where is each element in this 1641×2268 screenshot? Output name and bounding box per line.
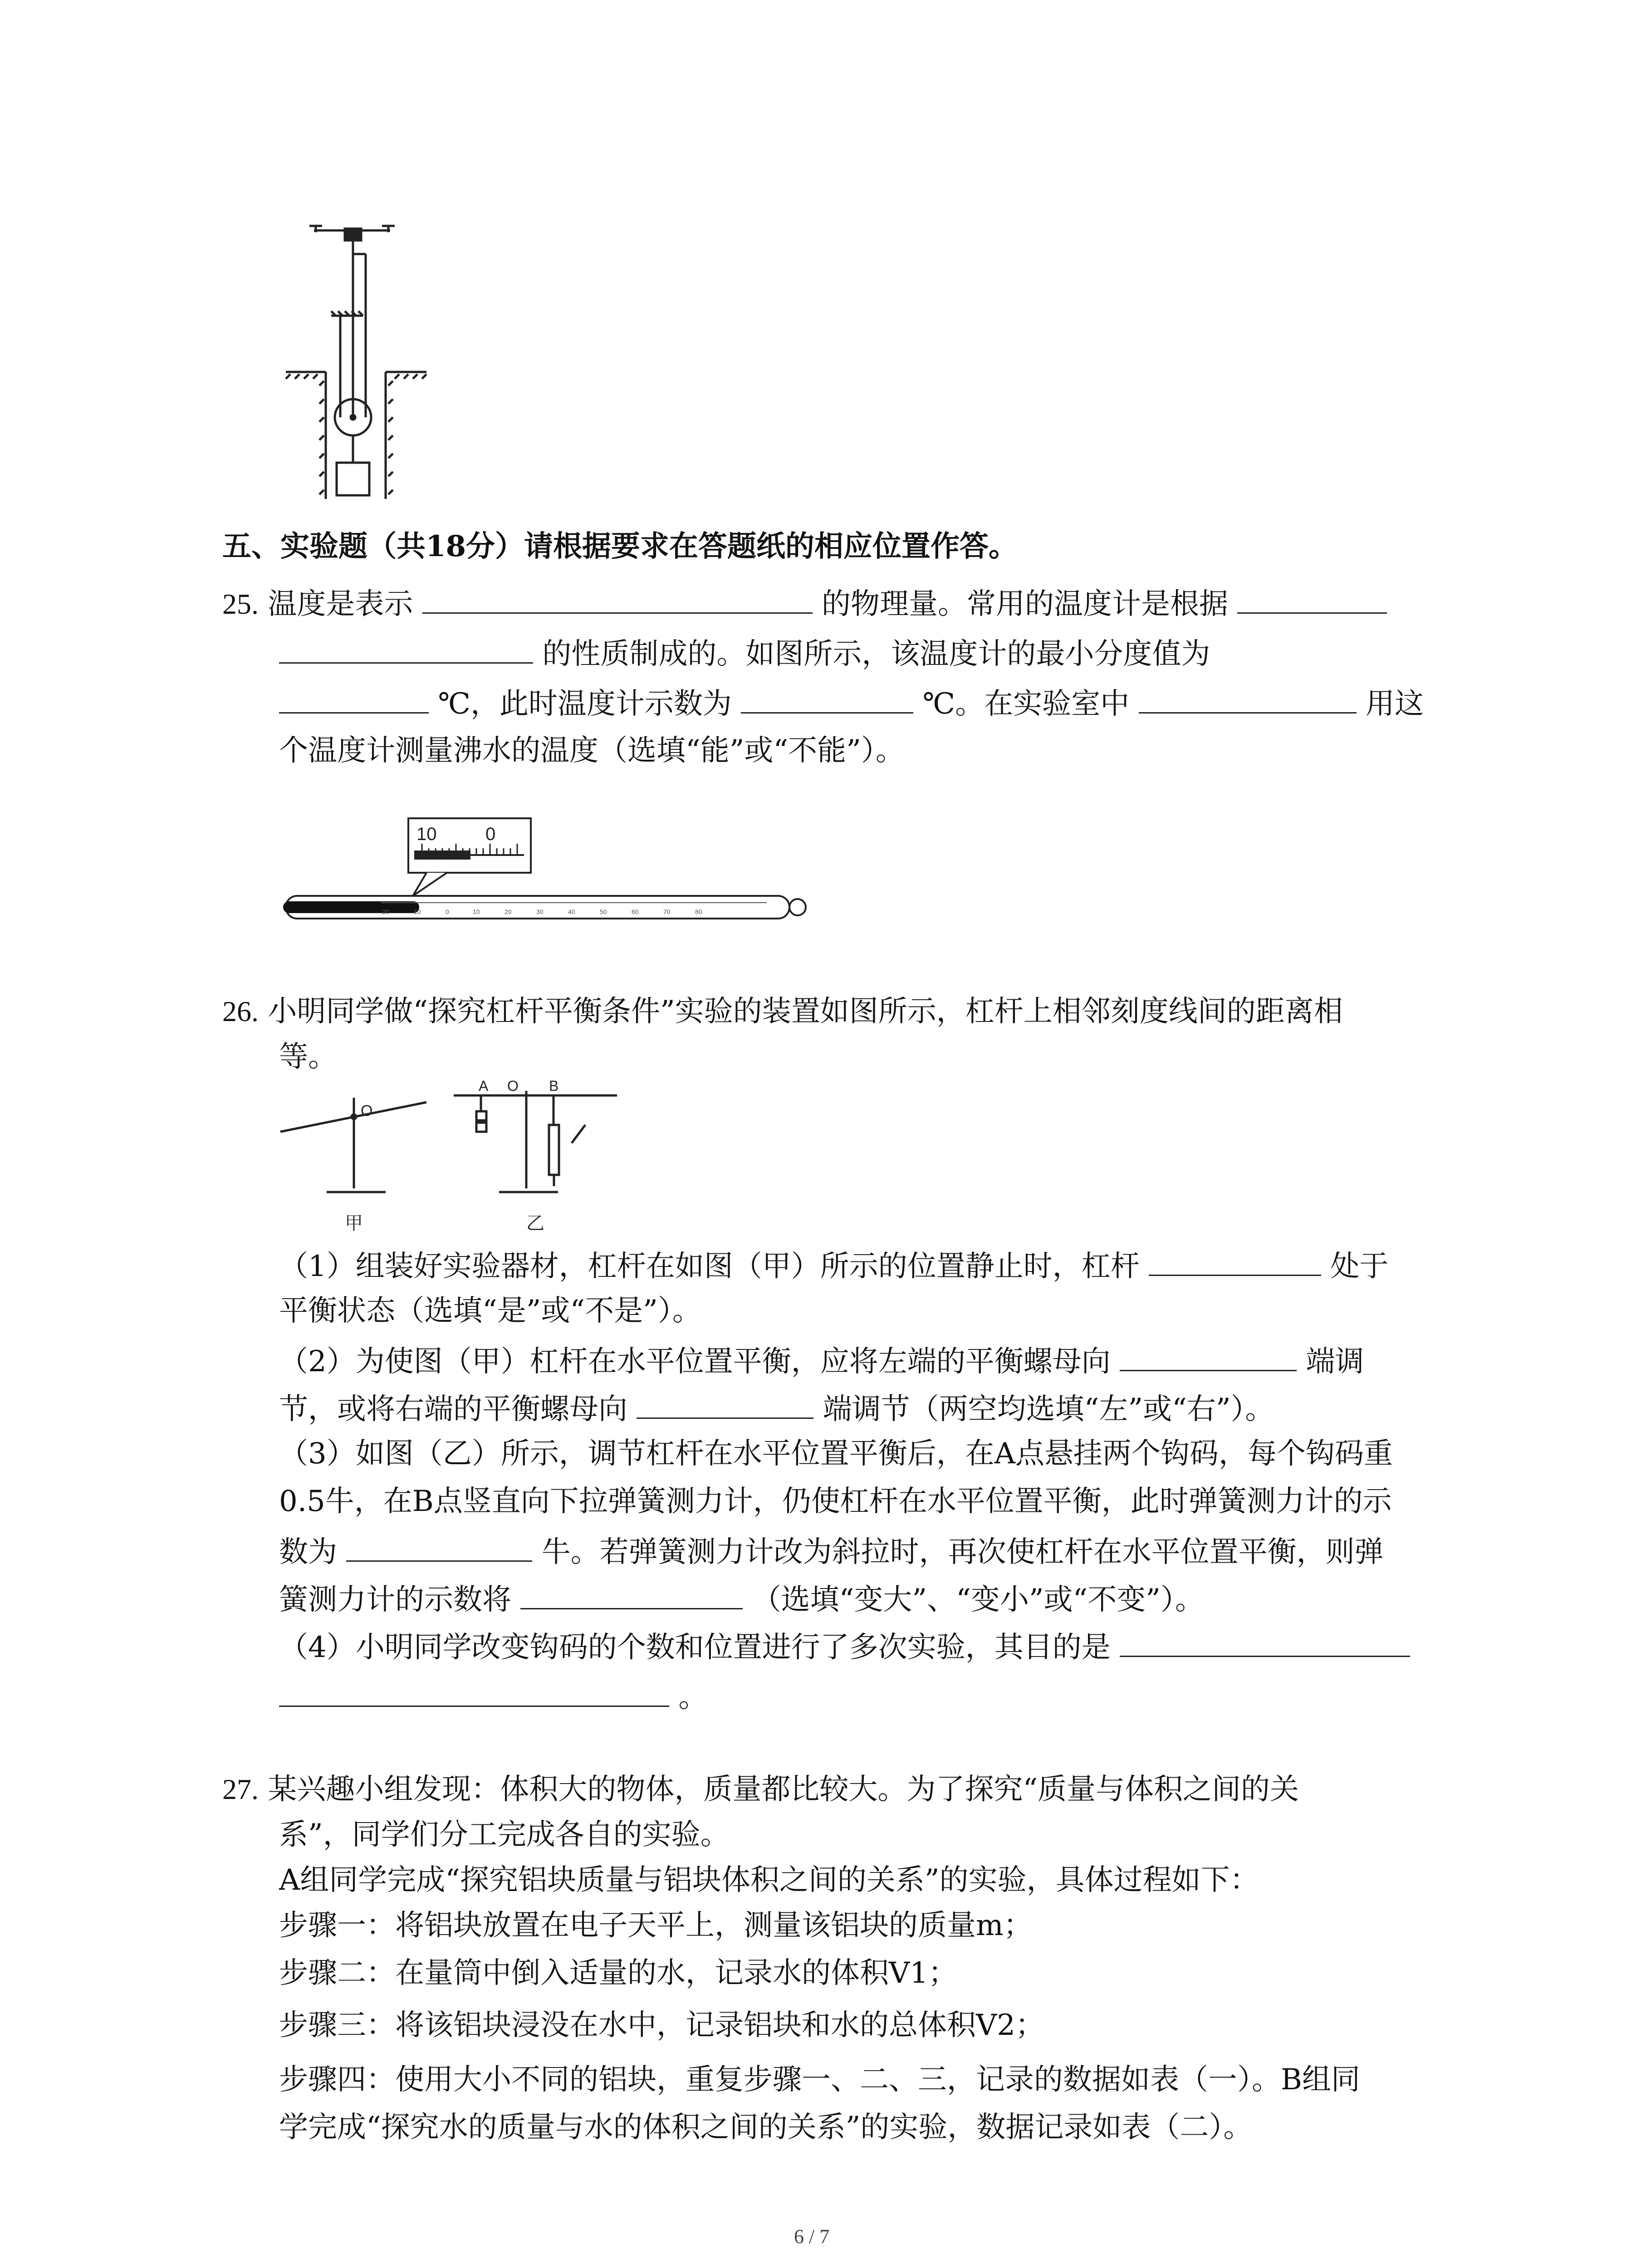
q26-p3c: 数为	[279, 1535, 337, 1569]
q26-part1-line-1	[279, 1243, 1388, 1287]
q26-p4b: 。	[678, 1681, 708, 1714]
label-O-jia: O	[361, 1102, 373, 1119]
answer-blank[interactable]	[1120, 1624, 1410, 1657]
page-number: 6 / 7	[794, 2225, 830, 2248]
q26-part3-line-3	[279, 1529, 1384, 1573]
svg-text:20: 20	[505, 908, 512, 915]
q26-part2-line-1	[279, 1338, 1364, 1382]
q27-line-2: 系”，同学们分工完成各自的实验。	[279, 1818, 730, 1852]
svg-text:40: 40	[568, 908, 575, 915]
q26-p3e: 簧测力计的示数将	[279, 1583, 511, 1617]
drone-pulley-figure	[272, 222, 490, 513]
answer-blank[interactable]	[346, 1529, 532, 1562]
q26-part3-line-4	[279, 1576, 1204, 1620]
answer-blank[interactable]	[741, 680, 913, 714]
q27-step-2: 步骤二：在量筒中倒入适量的水，记录水的体积V1；	[279, 1956, 957, 1990]
answer-blank[interactable]	[520, 1576, 743, 1609]
svg-text:30: 30	[536, 908, 544, 915]
q25-line-4: 个温度计测量沸水的温度（选填“能”或“不能”）。	[279, 734, 905, 767]
q26-p1b: 处于	[1330, 1250, 1389, 1283]
q27-line-1	[222, 1769, 1299, 1810]
q27-step-5: 学完成“探究水的质量与水的体积之间的关系”的实验，数据记录如表（二）。	[279, 2111, 1253, 2144]
q25-text-1b: 的物理量。常用的温度计是根据	[822, 587, 1229, 621]
q27-line-3: A组同学完成“探究铝块质量与铝块体积之间的关系”的实验，具体过程如下：	[279, 1863, 1259, 1897]
fig-jia-label: 甲	[345, 1213, 363, 1233]
answer-blank[interactable]	[422, 581, 813, 614]
q25-text-3a: ℃，此时温度计示数为	[438, 687, 732, 721]
q26-text-1: 小明同学做“探究杠杆平衡条件”实验的装置如图所示，杠杆上相邻刻度线间的距离相	[268, 995, 1343, 1028]
q26-p2d: 端调节（两空均选填“左”或“右”）。	[823, 1393, 1274, 1426]
section-heading: 五、实验题（共18分）请根据要求在答题纸的相应位置作答。	[222, 529, 1018, 563]
label-O: O	[507, 1078, 519, 1094]
thermometer-figure	[277, 816, 817, 934]
q27-step-3: 步骤三：将该铝块浸没在水中，记录铝块和水的总体积V2；	[279, 2009, 1044, 2042]
q25-text-2: 的性质制成的。如图所示，该温度计的最小分度值为	[542, 637, 1210, 671]
svg-text:10: 10	[414, 908, 421, 915]
svg-text:0: 0	[446, 908, 449, 915]
q26-p3f: （选填“变大”、“变小”或“不变”）。	[752, 1583, 1204, 1617]
q27-step-1: 步骤一：将铝块放置在电子天平上，测量该铝块的质量m；	[279, 1909, 1033, 1942]
q27-step-4: 步骤四：使用大小不同的铝块，重复步骤一、二、三，记录的数据如表（一）。B组同	[279, 2063, 1361, 2097]
q26-p4a: （4）小明同学改变钩码的个数和位置进行了多次实验，其目的是	[279, 1631, 1111, 1664]
label-B: B	[549, 1078, 559, 1094]
q25-line-1	[222, 581, 1387, 625]
answer-blank[interactable]	[279, 680, 429, 714]
q26-part4-line-2	[279, 1674, 707, 1718]
question-number: 26.	[222, 995, 259, 1027]
q26-p2c: 节，或将右端的平衡螺母向	[279, 1393, 627, 1426]
q26-line-2: 等。	[279, 1040, 337, 1074]
q27-text-1: 某兴趣小组发现：体积大的物体，质量都比较大。为了探究“质量与体积之间的关	[268, 1773, 1299, 1806]
svg-text:20: 20	[382, 908, 389, 915]
answer-blank[interactable]	[1139, 680, 1357, 714]
q26-part3-line-2: 0.5牛，在B点竖直向下拉弹簧测力计，仍使杠杆在水平位置平衡，此时弹簧测力计的示	[279, 1485, 1392, 1518]
answer-blank[interactable]	[637, 1386, 813, 1419]
q25-line-2	[279, 631, 1210, 675]
q26-part2-line-2	[279, 1386, 1274, 1430]
q26-part4-line-1	[279, 1624, 1410, 1668]
answer-blank[interactable]	[1237, 581, 1387, 614]
answer-blank[interactable]	[1120, 1338, 1297, 1371]
zoom-label-left: 10	[416, 824, 437, 844]
question-number: 27.	[222, 1773, 259, 1805]
q26-part1-line-2: 平衡状态（选填“是”或“不是”）。	[279, 1294, 701, 1328]
q26-part3-line-1: （3）如图（乙）所示，调节杠杆在水平位置平衡后，在A点悬挂两个钩码，每个钩码重	[279, 1437, 1393, 1471]
svg-text:50: 50	[600, 908, 607, 915]
lever-figures	[272, 1075, 626, 1238]
svg-text:70: 70	[663, 908, 671, 915]
q25-text-1a: 温度是表示	[268, 587, 413, 621]
svg-text:60: 60	[632, 908, 639, 915]
answer-blank[interactable]	[279, 1674, 669, 1707]
answer-blank[interactable]	[1149, 1243, 1321, 1276]
q25-text-3c: 用这	[1365, 687, 1424, 721]
q25-line-3	[279, 680, 1424, 724]
label-A: A	[479, 1078, 489, 1094]
q26-p1a: （1）组装好实验器材，杠杆在如图（甲）所示的位置静止时，杠杆	[279, 1250, 1140, 1283]
svg-text:10: 10	[473, 908, 480, 915]
question-number: 25.	[222, 588, 259, 620]
zoom-label-right: 0	[485, 824, 496, 844]
q26-p2a: （2）为使图（甲）杠杆在水平位置平衡，应将左端的平衡螺母向	[279, 1345, 1111, 1378]
fig-yi-label: 乙	[526, 1213, 544, 1233]
q26-p2b: 端调	[1306, 1345, 1364, 1378]
answer-blank[interactable]	[279, 631, 533, 664]
svg-text:80: 80	[695, 908, 702, 915]
q26-line-1	[222, 991, 1343, 1032]
q26-p3d: 牛。若弹簧测力计改为斜拉时，再次使杠杆在水平位置平衡，则弹	[541, 1535, 1384, 1569]
q25-text-3b: ℃。在实验室中	[922, 687, 1130, 721]
